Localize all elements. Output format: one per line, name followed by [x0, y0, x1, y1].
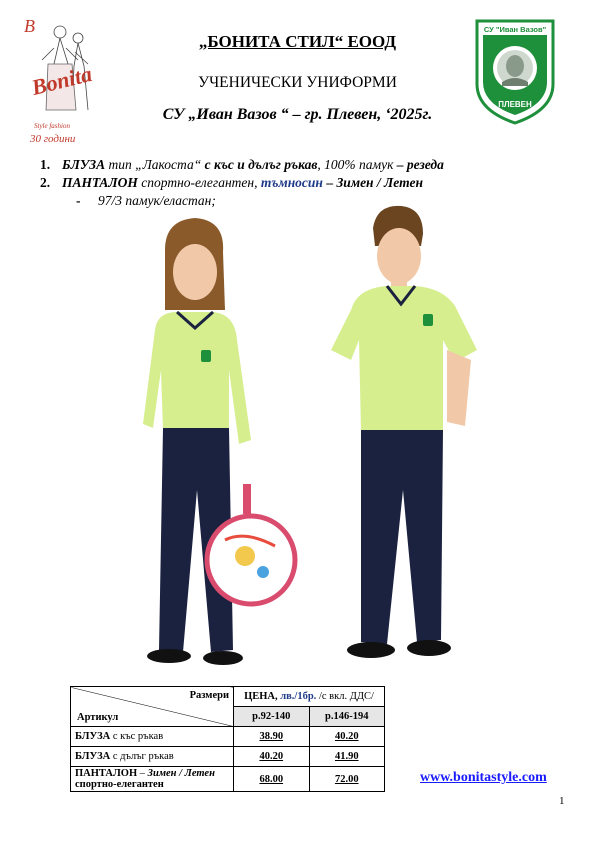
- uniform-photo: [125, 200, 495, 680]
- article-name: ПАНТАЛОН: [75, 768, 138, 779]
- price-cell: 68.00: [234, 767, 310, 792]
- article-cell: [71, 767, 234, 792]
- item-name: БЛУЗА: [62, 157, 106, 172]
- size-column-header: р.92-140: [234, 707, 310, 727]
- company-name: „БОНИТА СТИЛ“ ЕООД: [198, 32, 397, 51]
- article-desc: –: [137, 768, 148, 779]
- article-cell: [71, 727, 234, 747]
- sizes-label: Размери: [189, 690, 229, 701]
- item-season: – Зимен / Летен: [322, 175, 423, 190]
- price-table: [70, 686, 385, 792]
- article-name: БЛУЗА: [75, 731, 111, 742]
- shield-icon: [474, 18, 556, 126]
- article-style: спортно-елегантен: [75, 779, 164, 790]
- item-color: тъмносин: [260, 175, 323, 190]
- website-link[interactable]: www.bonitastyle.com: [420, 770, 547, 785]
- logo-letter: B: [24, 16, 35, 36]
- price-unit: лв./1бр.: [280, 691, 317, 702]
- emblem-city-text: ПЛЕВЕН: [498, 100, 532, 109]
- price-cell: 38.90: [234, 727, 310, 747]
- dash-bullet: -: [76, 193, 81, 208]
- school-line: СУ „Иван Вазов “ – гр. Плевен, ‘2025г.: [162, 106, 433, 123]
- price-cell: 41.90: [309, 747, 385, 767]
- document-subtitle: УЧЕНИЧЕСКИ УНИФОРМИ: [198, 74, 397, 91]
- article-cell: [71, 747, 234, 767]
- item-name: ПАНТАЛОН: [62, 175, 138, 190]
- page-number: 1: [559, 795, 565, 807]
- table-row: [71, 747, 385, 767]
- item-number: 1.: [40, 157, 51, 172]
- diagonal-header-cell: [71, 687, 234, 727]
- list-item: [40, 174, 570, 192]
- article-name: БЛУЗА: [75, 751, 111, 762]
- price-cell: 72.00: [309, 767, 385, 792]
- price-header: [234, 687, 385, 707]
- article-season: Зимен / Летен: [147, 768, 215, 779]
- vat-note: /с вкл. ДДС/: [316, 691, 374, 702]
- brand-name: Bonita: [29, 60, 95, 100]
- list-item: [40, 156, 570, 174]
- emblem-top-text: СУ "Иван Вазов": [483, 25, 547, 34]
- item-text: спортно-елегантен,: [137, 175, 261, 190]
- item-material: , 100% памук: [317, 157, 397, 172]
- item-color: – резеда: [396, 157, 444, 172]
- item-number: 2.: [40, 175, 51, 190]
- girl-figure: [143, 218, 295, 665]
- price-label: ЦЕНА,: [244, 691, 281, 702]
- table-row: [71, 727, 385, 747]
- price-cell: 40.20: [309, 727, 385, 747]
- article-desc: с къс ръкав: [110, 731, 164, 742]
- table-header-row: [71, 687, 385, 707]
- boy-figure: [331, 206, 477, 658]
- students-illustration: [125, 200, 495, 680]
- logo-tagline: Style fashion: [34, 122, 70, 130]
- item-text: тип „Лакоста“: [105, 157, 205, 172]
- article-desc: с дълъг ръкав: [110, 751, 174, 762]
- price-cell: 40.20: [234, 747, 310, 767]
- table-row: [71, 767, 385, 792]
- logo-years: 30 години: [30, 133, 76, 145]
- school-emblem: [474, 18, 556, 126]
- size-column-header: р.146-194: [309, 707, 385, 727]
- item-sleeve: с къс и дълъг ръкав: [204, 157, 318, 172]
- fabric-composition: 97/3 памук/еластан;: [98, 193, 216, 208]
- article-label: Артикул: [77, 712, 119, 723]
